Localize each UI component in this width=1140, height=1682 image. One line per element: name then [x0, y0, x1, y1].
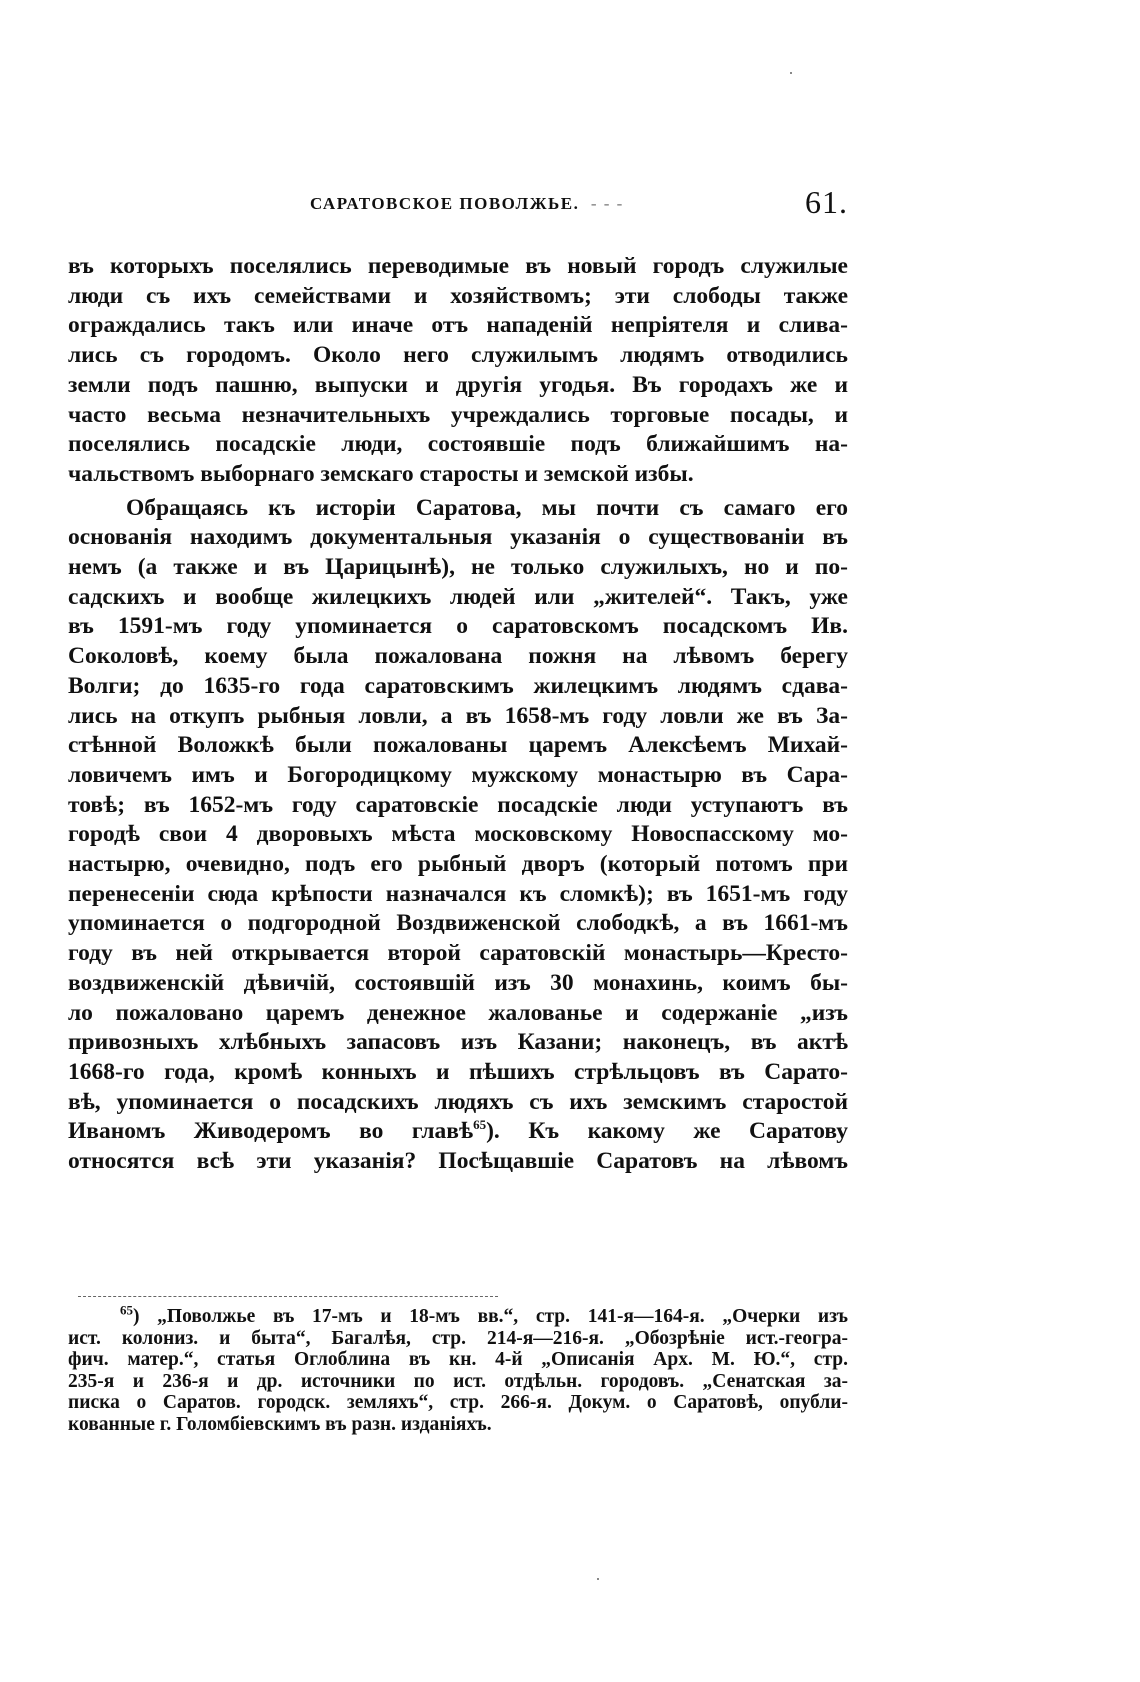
text-line: ловичемъ имъ и Богородицкому мужскому монастырю въ Сара-	[68, 761, 848, 788]
footnote-line: фич. матер.“, статья Оглоблина въ кн. 4-й „Описанія Арх. М. Ю.“, стр.	[68, 1349, 848, 1371]
text-line: городѣ свои 4 дворовыхъ мѣста московскому Новоспасскому мо-	[68, 821, 848, 848]
text-line: стѣнной Воложкѣ были пожалованы царемъ Алексѣемъ Михай-	[68, 732, 848, 759]
scan-speck	[597, 1578, 599, 1580]
text-line: поселялись посадскіе люди, состоявшіе подъ ближайшимъ на-	[68, 431, 848, 458]
footnote-reference: 65	[473, 1117, 487, 1133]
text-line: Волги; до 1635-го года саратовскимъ жилецкимъ людямъ сдава-	[68, 672, 848, 699]
footnote-divider	[78, 1296, 498, 1297]
footnote-line: кованные г. Голомбіевскимъ въ разн. изданіяхъ.	[68, 1413, 492, 1435]
text-line: земли подъ пашню, выпуски и другія угодья. Въ городахъ же и	[68, 371, 848, 398]
text-line: настырю, очевидно, подъ его рыбный дворъ (который потомъ при	[68, 851, 848, 878]
text-line: ограждались такъ или иначе отъ нападеній непріятеля и слива-	[68, 312, 848, 339]
text-line: 1668-го года, кромѣ конныхъ и пѣшихъ стрѣльцовъ въ Сарато-	[68, 1058, 848, 1085]
footnote-line: 235-я и 236-я и др. источники по ист. отдѣльн. городовъ. „Сенатская за-	[68, 1370, 848, 1392]
page-header	[68, 184, 848, 228]
text-line: люди съ ихъ семействами и хозяйствомъ; эти слободы также	[68, 282, 848, 309]
text-line: относятся всѣ эти указанія? Посѣщавшіе Саратовъ на лѣвомъ	[68, 1148, 848, 1175]
page-number: 61.	[805, 184, 848, 220]
text-line: лись съ городомъ. Около него служилымъ людямъ отводились	[68, 342, 848, 369]
scan-speck	[790, 72, 792, 74]
text-line: воздвиженскій дѣвичій, состоявшій изъ 30 монахинь, коимъ бы-	[68, 969, 848, 996]
text-line: привозныхъ хлѣбныхъ запасовъ изъ Казани; наконецъ, въ актѣ	[68, 1029, 848, 1056]
text-line: ло пожаловано царемъ денежное жалованье и содержаніе „изъ	[68, 999, 848, 1026]
text-line: основанія находимъ документальныя указанія о существованіи въ	[68, 524, 848, 551]
footnote-marker: 65	[120, 1302, 133, 1318]
footnote-line: $^{65}$) „Поволжье въ 17-мъ и 18-мъ вв.“, стр. 141-я—164-я. „Очерки изъ	[120, 1302, 848, 1327]
text-line: лись на откупъ рыбныя ловли, а въ 1658-мъ году ловли же въ За-	[68, 702, 848, 729]
text-line: году въ ней открывается второй саратовскій монастырь—Кресто-	[68, 940, 848, 967]
text-line: Соколовѣ, коему была пожалована пожня на лѣвомъ берегу	[68, 643, 848, 670]
running-title: САРАТОВСКОЕ ПОВОЛЖЬЕ. - - -	[310, 194, 624, 213]
text-line: въ 1591-мъ году упоминается о саратовскомъ посадскомъ Ив.	[68, 613, 848, 640]
paragraph-2	[68, 494, 848, 1177]
text-line: вѣ, упоминается о посадскихъ людяхъ съ ихъ земскимъ старостой	[68, 1088, 848, 1115]
text-line: немъ (а также и въ Царицынѣ), не только служилыхъ, но и по-	[68, 554, 848, 581]
text-line: часто весьма незначительныхъ учреждались торговые посады, и	[68, 401, 848, 428]
footnote-line: ист. колониз. и быта“, Багалѣя, стр. 214-я—216-я. „Обозрѣніе ист.-геогра-	[68, 1327, 848, 1349]
text-line: перенесеніи сюда крѣпости назначался къ сломкѣ); въ 1651-мъ году	[68, 880, 848, 907]
text-line: Обращаясь къ исторіи Саратова, мы почти съ самаго его	[126, 494, 848, 521]
text-line: чальствомъ выборнаго земскаго старосты и земской избы.	[68, 460, 694, 487]
text-line: Иваномъ Живодеромъ во главѣ$^{65}$). Къ какому же Саратову	[68, 1117, 848, 1145]
paragraph-1	[68, 252, 848, 490]
text-line: упоминается о подгородной Воздвиженской слободкѣ, а въ 1661-мъ	[68, 910, 848, 937]
footnote	[68, 1302, 848, 1436]
text-line: садскихъ и вообще жилецкихъ людей или „жителей“. Такъ, уже	[68, 583, 848, 610]
footnote-line: писка о Саратов. городск. земляхъ“, стр. 266-я. Докум. о Саратовѣ, опубли-	[68, 1392, 848, 1414]
text-line: въ которыхъ поселялись переводимые въ новый городъ служилые	[68, 253, 848, 279]
text-line: товѣ; въ 1652-мъ году саратовскіе посадскіе люди уступаютъ въ	[68, 791, 848, 818]
main-text	[68, 252, 848, 1177]
header-dashes: - - -	[590, 194, 624, 213]
